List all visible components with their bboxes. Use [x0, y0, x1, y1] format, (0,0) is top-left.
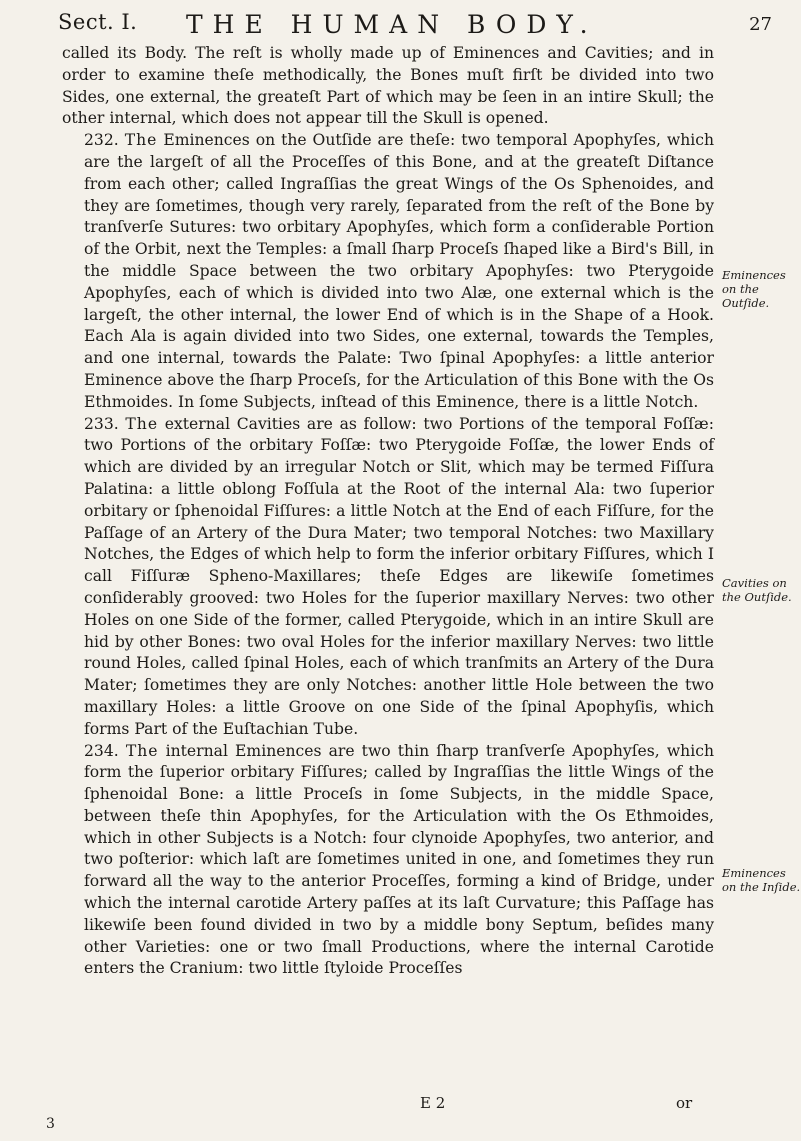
paragraph-232	[62, 130, 714, 413]
gathering-mark: 3	[46, 1116, 55, 1132]
page-title: THE HUMAN BODY.	[186, 10, 598, 39]
margin-note-eminences-inside: Eminences on the Inſide.	[722, 866, 801, 894]
margin-note-cavities-outside: Cavities on the Outſide.	[722, 576, 792, 604]
catchword: or	[676, 1094, 693, 1112]
running-header	[58, 8, 772, 48]
paragraph-233	[62, 414, 714, 741]
section-label: Sect. I.	[58, 10, 138, 34]
paragraph-text: Eminences on the Outſide are theſe: two temporal Apophyſes, which are the largeſt of all the Proceſſes of this Bone, and at the greateſt Diſtance from each other; called Ingraſſias the great Wings of the Os Sphenoides, and they are ſometimes, though very rarely, ſeparated from the reſt of the Bone by tranſverſe Sutures: two orbitary Apophyſes, which form a conſiderable Portion of the Orbit, next the Temples: a ſmall ſharp Proceſs ſhaped like a Bird's Bill, in the middle Space between the two orbitary Apophyſes: two Pterygoide Apophyſes, each of which is divided into two Alæ, one external which is the largeſt, the other internal, the lower End of which is in the Shape of a Hook. Each Ala is again divided into two Sides, one external, towards the Temples, and one internal, towards the Palate: Two ſpinal Apophyſes: a little anterior Eminence above the ſharp Proceſs, for the Articulation of this Bone with the Os Ethmoides. In ſome Subjects, inſtead of this Eminence, there is a little Notch.	[84, 131, 714, 411]
paragraph-number: 232.	[84, 131, 119, 150]
paragraph-text: called its Body. The reſt is wholly made up of Eminences and Cavities; and in order to examine theſe methodically, the Bones muſt firſt be divided into two Sides, one external, the greateſt Part of which may be ſeen in an intire Skull; the other internal, which does not appear till the Skull is opened.	[62, 44, 714, 128]
margin-note-eminences-outside: Eminences on the Outſide.	[722, 268, 786, 310]
paragraph-lead: The	[125, 414, 159, 433]
paragraph-234	[62, 741, 714, 981]
paragraph-number: 233.	[84, 414, 119, 433]
paragraph-text: internal Eminences are two thin ſharp tranſverſe Apophyſes, which form the ſuperior orbitary Fiſſures; called by Ingraſſias the little Wings of the ſphenoidal Bone: a little Proceſs in ſome Subjects, in the middle Space, between theſe thin Apophyſes, for the Articulation with the Os Ethmoides, which in other Subjects is a Notch: four clynoide Apophyſes, two anterior, and two poſterior: which laſt are ſometimes united in one, and ſometimes they run forward all the way to the anterior Proceſſes, forming a kind of Bridge, under which the internal carotide Artery paſſes at its laſt Curvature; this Paſſage has likewiſe been found divided in two by a middle bony Septum, beſides many other Varieties: one or two ſmall Productions, where the internal Carotide enters the Cranium: two little ſtyloide Proceſſes	[84, 741, 714, 978]
paragraph-lead: The	[124, 131, 158, 150]
paragraph-text: external Cavities are as follow: two Portions of the temporal Foſſæ: two Portions of the orbitary Foſſæ: two Pterygoide Foſſæ, the lower Ends of which are divided by an irregular Notch or Slit, which may be termed Fiſſura Palatina: a little oblong Foſſula at the Root of the internal Ala: two ſuperior orbitary or ſphenoidal Fiſſures: a little Notch at the End of each Fiſſure, for the Paſſage of an Artery of the Dura Mater; two temporal Notches: two Maxillary Notches, the Edges of which help to form the inferior orbitary Fiſſures, which I call Fiſſuræ Spheno-Maxillares; theſe Edges are likewiſe ſometimes conſiderably grooved: two Holes for the ſuperior maxillary Nerves: two other Holes on one Side of the former, called Pterygoide, which in an intire Skull are hid by other Bones: two oval Holes for the inferior maxillary Nerves: two little round Holes, called ſpinal Holes, each of which tranſmits an Artery of the Dura Mater; ſometimes they are only Notches: another little Hole between the two maxillary Holes: a little Groove on one Side of the ſpinal Apophyſis, which forms Part of the Euſtachian Tube.	[84, 414, 714, 738]
page-number: 27	[749, 14, 772, 35]
paragraph-intro	[62, 43, 714, 130]
paragraph-number: 234.	[84, 741, 119, 760]
signature-mark: E 2	[420, 1094, 446, 1112]
body-text	[62, 43, 714, 980]
paragraph-lead: The	[125, 741, 159, 760]
